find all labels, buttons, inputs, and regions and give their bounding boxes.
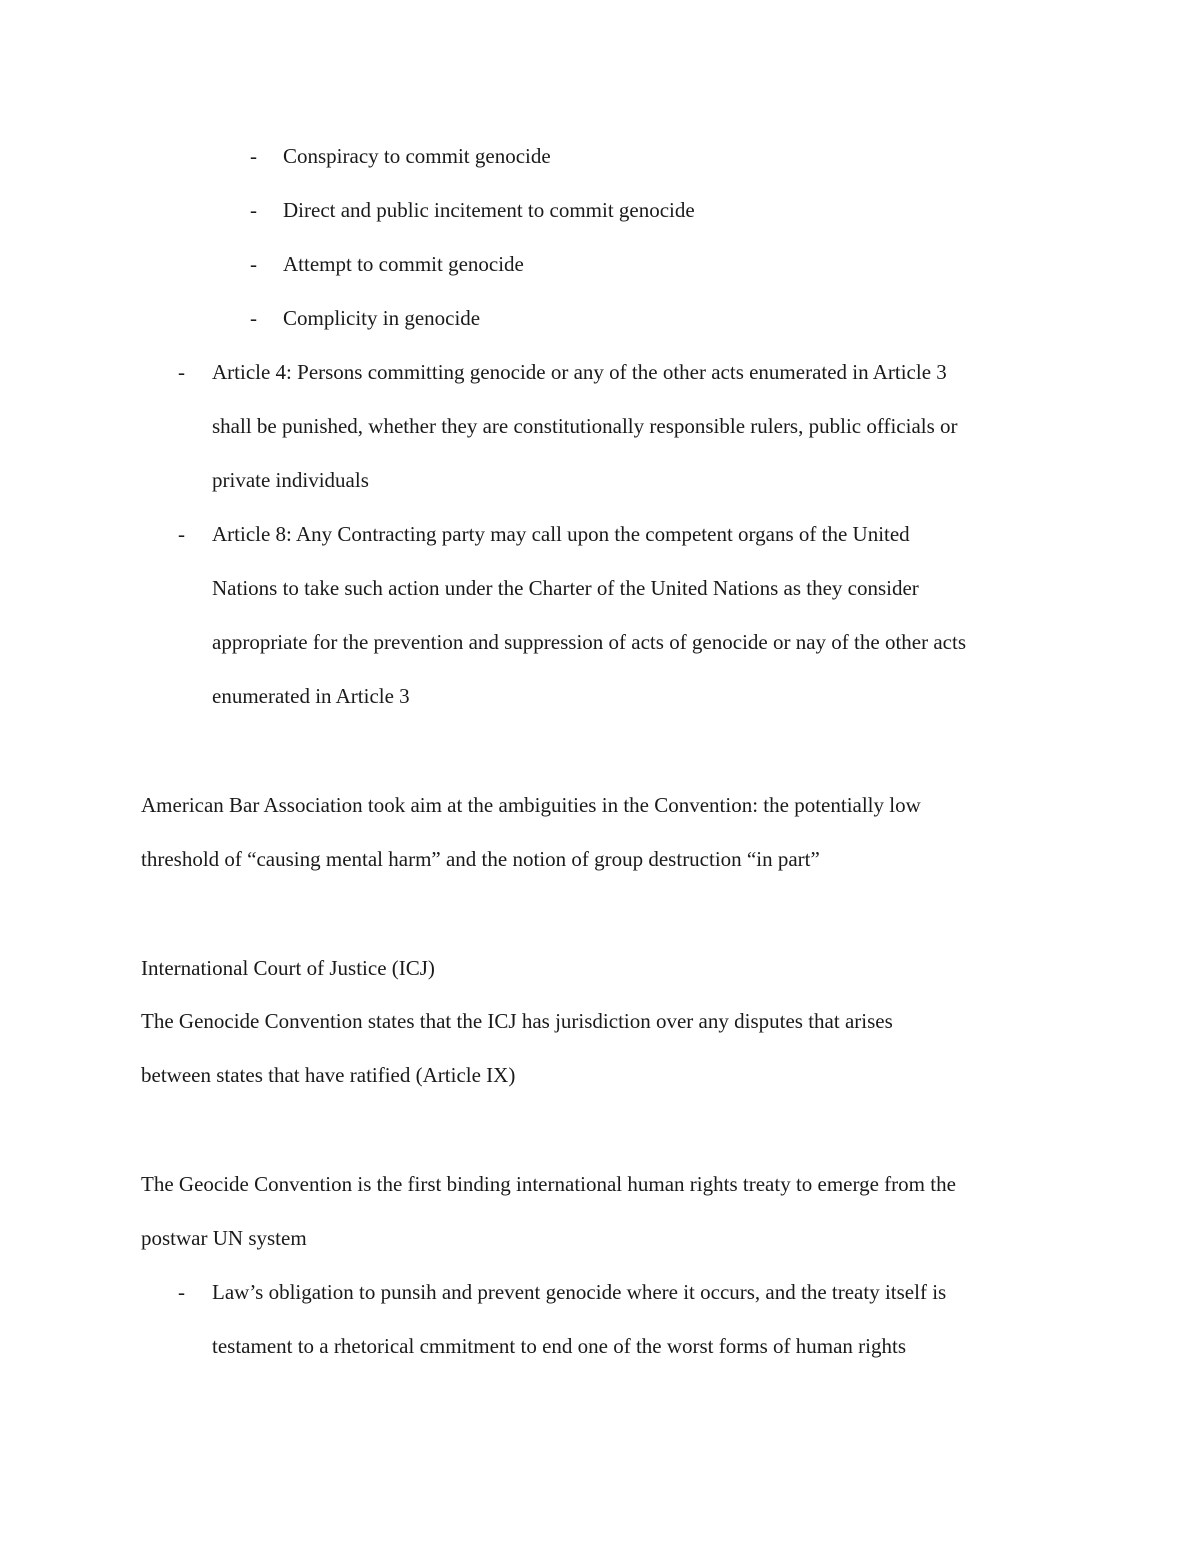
article4-line2: shall be punished, whether they are constitutionally responsible rulers, public officials or	[212, 414, 958, 438]
convention-paragraph-line2: postwar UN system	[141, 1226, 307, 1250]
icj-heading: International Court of Justice (ICJ)	[141, 956, 435, 980]
bullet-dash: -	[178, 360, 185, 384]
bullet-dash: -	[178, 522, 185, 546]
article8-line1: Article 8: Any Contracting party may call upon the competent organs of the United	[212, 522, 910, 546]
article8-line4: enumerated in Article 3	[212, 684, 410, 708]
law-bullet-line1: Law’s obligation to punsih and prevent genocide where it occurs, and the treaty itself is	[212, 1280, 947, 1304]
article8-line3: appropriate for the prevention and suppression of acts of genocide or nay of the other acts	[212, 630, 966, 654]
sub-bullet-attempt: Attempt to commit genocide	[283, 252, 524, 276]
article4-line3: private individuals	[212, 468, 369, 492]
law-bullet-line2: testament to a rhetorical cmmitment to end one of the worst forms of human rights	[212, 1334, 906, 1358]
bullet-dash: -	[250, 144, 257, 168]
article4-line1: Article 4: Persons committing genocide or any of the other acts enumerated in Article 3	[212, 360, 947, 384]
bullet-dash: -	[250, 306, 257, 330]
sub-bullet-incitement: Direct and public incitement to commit genocide	[283, 198, 695, 222]
aba-paragraph-line2: threshold of “causing mental harm” and the notion of group destruction “in part”	[141, 847, 820, 871]
convention-paragraph-line1: The Geocide Convention is the first binding international human rights treaty to emerge from the	[141, 1172, 956, 1196]
bullet-dash: -	[250, 198, 257, 222]
icj-line2: between states that have ratified (Article IX)	[141, 1063, 516, 1087]
sub-bullet-conspiracy: Conspiracy to commit genocide	[283, 144, 551, 168]
bullet-dash: -	[178, 1280, 185, 1304]
article8-line2: Nations to take such action under the Charter of the United Nations as they consider	[212, 576, 919, 600]
icj-line1: The Genocide Convention states that the ICJ has jurisdiction over any disputes that arises	[141, 1009, 893, 1033]
bullet-dash: -	[250, 252, 257, 276]
aba-paragraph-line1: American Bar Association took aim at the ambiguities in the Convention: the potentially low	[141, 793, 921, 817]
sub-bullet-complicity: Complicity in genocide	[283, 306, 481, 330]
